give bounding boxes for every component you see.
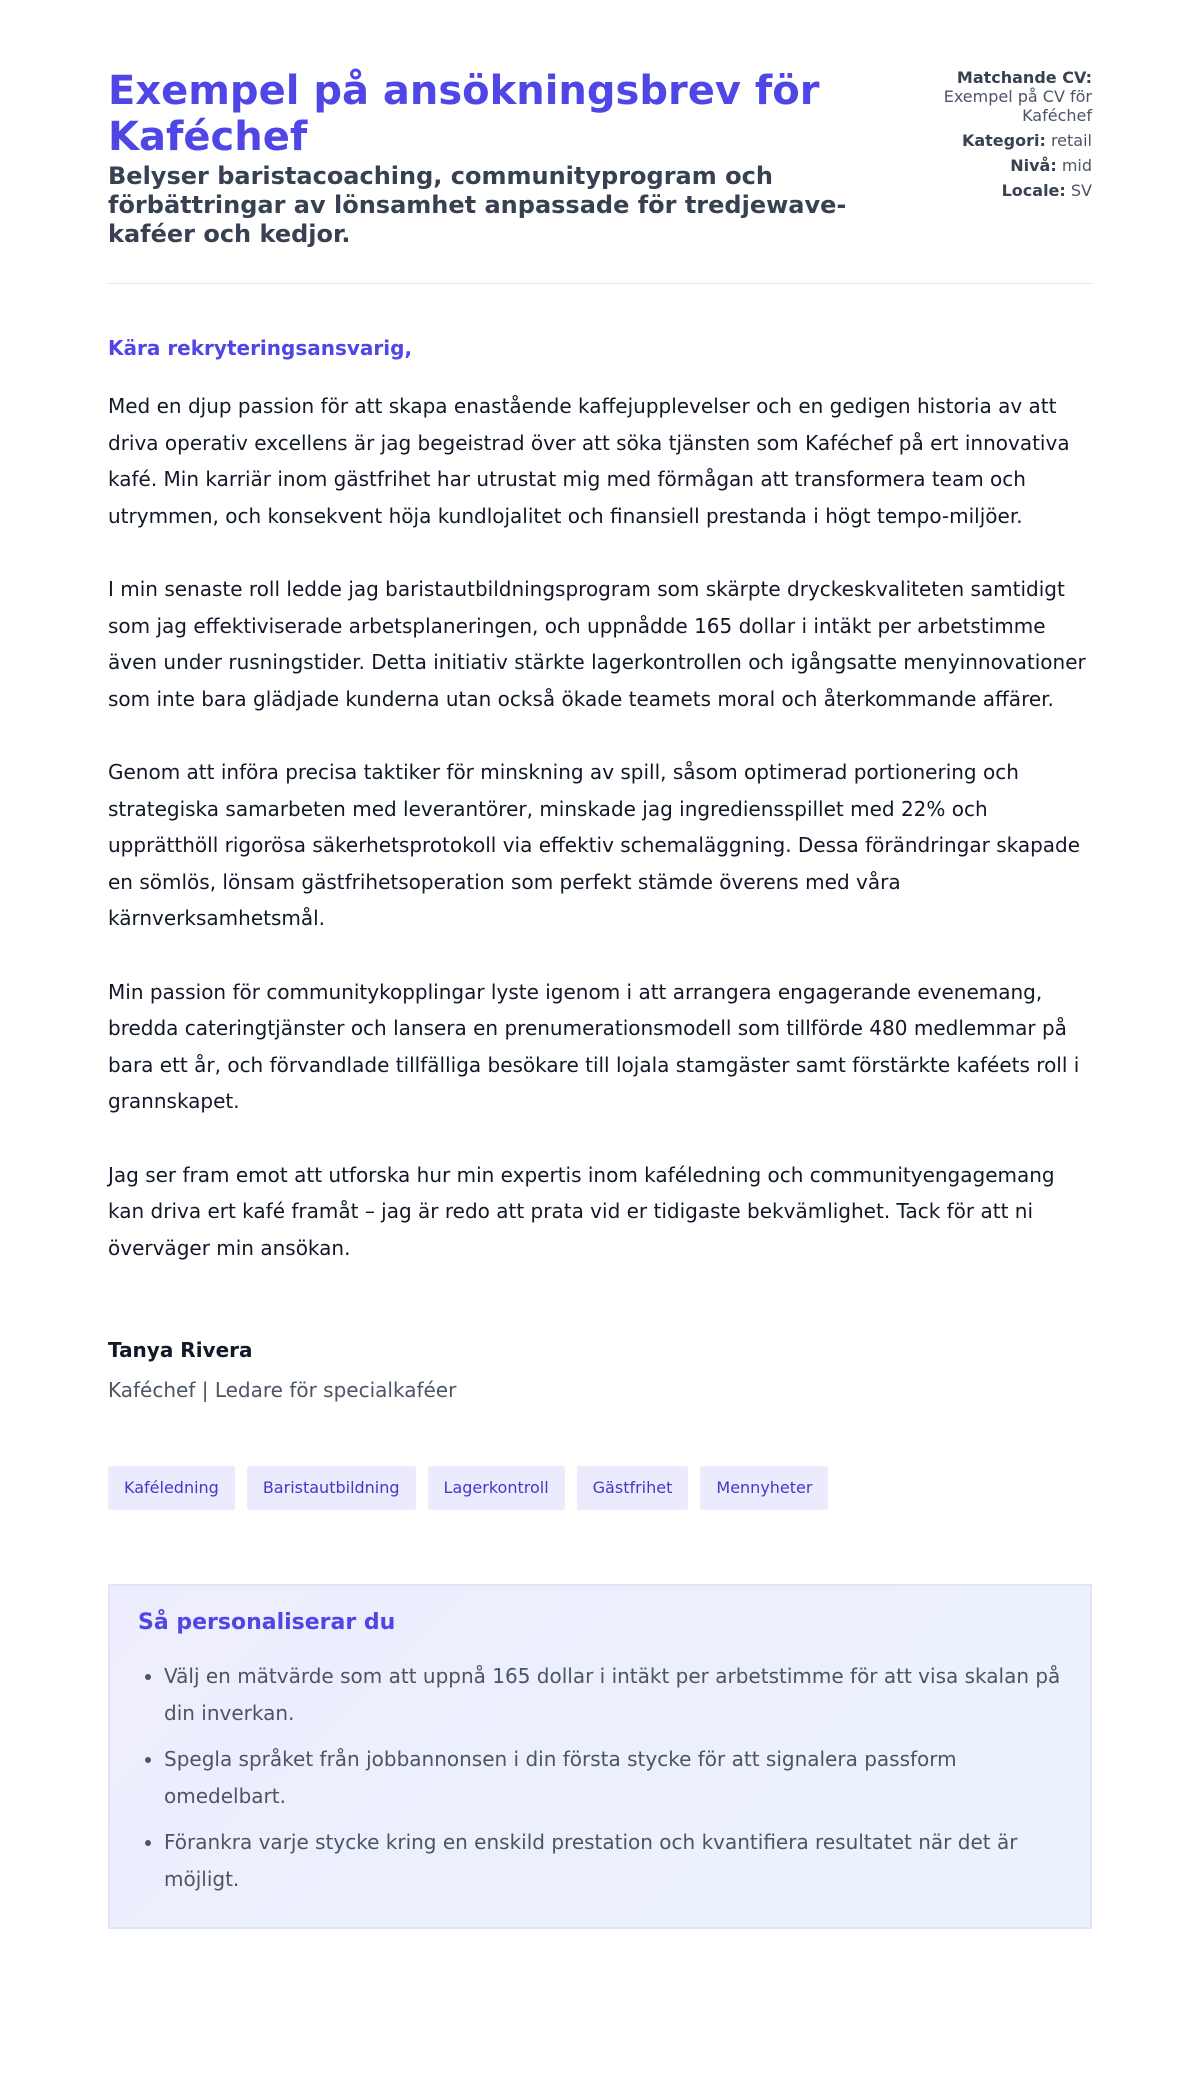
skill-tag: Mennyheter (700, 1466, 828, 1510)
letter-paragraph: Jag ser fram emot att utforska hur min expertis inom kaféledning och communityengagemang kan driva ert kafé framåt – jag är redo att prata vid er tidigaste bekvämlighet. Tack för att ni överväger min ansökan. (108, 1162, 1055, 1260)
tip-item: • Välj en mätvärde som att uppnå 165 dollar i intäkt per arbetstimme för att visa skalan på din inverkan. (164, 1658, 1062, 1731)
meta-level (892, 156, 1092, 175)
skill-tag: Lagerkontroll (428, 1466, 565, 1510)
meta-cv-value: Exempel på CV för Kaféchef (943, 87, 1092, 125)
meta-locale-value: SV (1070, 181, 1092, 200)
tips-title: Så personaliserar du (138, 1610, 396, 1635)
skill-tag: Gästfrihet (577, 1466, 689, 1510)
signature-role: Kaféchef | Ledare för specialkaféer (108, 1378, 457, 1402)
letter-paragraph: I min senaste roll ledde jag baristautbildningsprogram som skärpte dryckeskvaliteten samtidigt som jag effektiviserade arbetsplaneringen, och uppnådde 165 dollar i intäkt per arbetstimme även under rusningstider. Detta initiativ stärkte lagerkontrollen och igångsatte menyinnovationer som inte bara glädjade kunderna utan också ökade teamets moral och återkommande affärer. (108, 577, 1086, 711)
tip-item: • Förankra varje stycke kring en enskild prestation och kvantifiera resultatet när det är möjligt. (164, 1824, 1062, 1897)
letter-paragraph: Genom att införa precisa taktiker för minskning av spill, såsom optimerad portionering och strategiska samarbeten med leverantörer, minskade jag ingrediensspillet med 22% och upprätthöll rigorösa säkerhetsprotokoll via effektiv schemaläggning. Dessa förändringar skapade en sömlös, lönsam gästfrihetsoperation som perfekt stämde överens med våra kärnverksamhetsmål. (108, 760, 1081, 930)
letter-paragraph: Min passion för communitykopplingar lyste igenom i att arrangera engagerande evenemang, bredda cateringtjänster och lansera en prenumerationsmodell som tillförde 480 medlemmar på bara ett år, och förvandlade tillfälliga besökare till lojala stamgäster samt förstärkte kaféets roll i grannskapet. (108, 979, 1080, 1113)
metadata-panel (892, 68, 1092, 206)
salutation: Kära rekryteringsansvarig, (108, 336, 413, 360)
page-header (108, 68, 1092, 284)
letter-paragraph: Med en djup passion för att skapa enastående kaffejupplevelser och en gedigen historia av att driva operativ excellens är jag begeistrad över att söka tjänsten som Kaféchef på ert innovativa kafé. Min karriär inom gästfrihet har utrustat mig med förmågan att transformera team och utrymmen, och konsekvent höja kundlojalitet och finansiell prestanda i högt tempo-miljöer. (108, 394, 1070, 528)
page-title: Exempel på ansökningsbrev för Kaféchef (108, 68, 820, 160)
meta-level-value: mid (1061, 156, 1092, 175)
tips-list (138, 1658, 1062, 1897)
skill-tags (108, 1466, 1092, 1510)
tip-item: • Spegla språket från jobbannonsen i din första stycke för att signalera passform omedelbart. (164, 1741, 1062, 1814)
page-subtitle: Belyser baristacoaching, communityprogram och förbättringar av lönsamhet anpassade för tredjewave-kaféer och kedjor. (108, 162, 847, 248)
meta-cv-label: Matchande CV: (956, 68, 1092, 87)
meta-locale-label: Locale: (1001, 181, 1066, 200)
skill-tag: Baristautbildning (247, 1466, 416, 1510)
meta-level-label: Nivå: (1010, 156, 1057, 175)
letter-paragraphs (108, 388, 1092, 1266)
header-titles (108, 68, 868, 249)
meta-locale (892, 181, 1092, 200)
meta-category-value: retail (1050, 131, 1092, 150)
meta-category-label: Kategori: (961, 131, 1046, 150)
meta-category (892, 131, 1092, 150)
letter-body (108, 334, 1092, 1266)
skill-tag: Kaféledning (108, 1466, 235, 1510)
signature-name: Tanya Rivera (108, 1338, 253, 1362)
meta-matching-cv (892, 68, 1092, 125)
personalization-tips-box (108, 1584, 1092, 1929)
signature-block (108, 1336, 1092, 1404)
